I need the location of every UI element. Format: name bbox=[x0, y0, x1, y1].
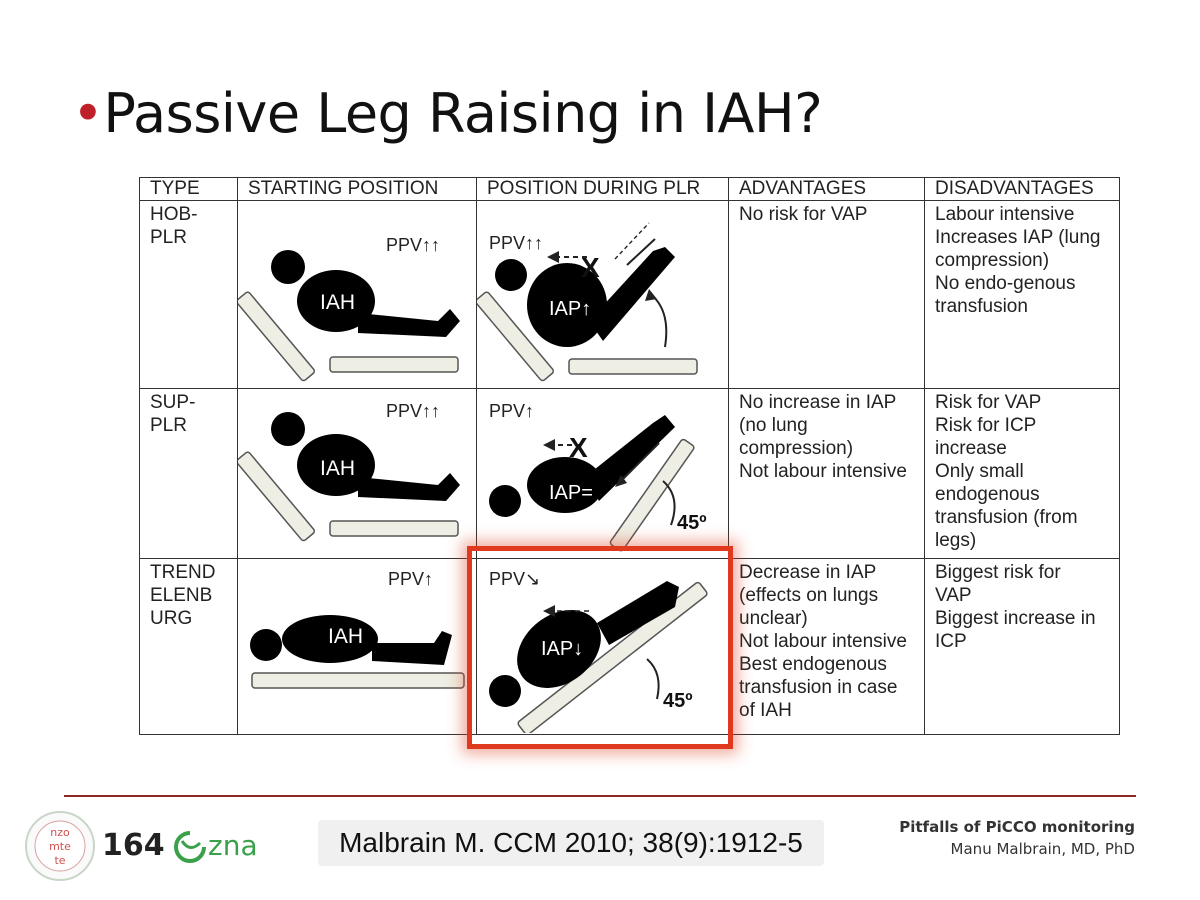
table-row bbox=[140, 389, 1120, 559]
starting-ppv: PPV↑↑ bbox=[386, 401, 441, 421]
starting-iah-label: IAH bbox=[320, 457, 356, 480]
angle-label: 45º bbox=[663, 690, 693, 712]
advantages-text: No increase in IAP (no lung compression) Not labour intensive bbox=[739, 392, 907, 482]
header-starting-position: STARTING POSITION bbox=[238, 178, 477, 201]
row-type: HOB- PLR bbox=[150, 204, 198, 248]
semi-recumbent-patient-figure bbox=[238, 389, 476, 557]
wsacs-seal-icon bbox=[22, 808, 98, 884]
disadvantages-cell bbox=[925, 559, 1120, 735]
semi-recumbent-patient-figure bbox=[238, 201, 476, 387]
angle-arc bbox=[647, 659, 659, 699]
row-type: TREND ELENB URG bbox=[150, 562, 216, 629]
svg-text:mte: mte bbox=[49, 840, 71, 853]
starting-position-figure bbox=[238, 389, 477, 559]
header-disadvantages: DISADVANTAGES bbox=[925, 178, 1120, 201]
starting-position-figure bbox=[238, 559, 477, 735]
talk-title: Pitfalls of PiCCO monitoring bbox=[899, 818, 1135, 836]
during-iap-label: IAP↑ bbox=[549, 298, 592, 320]
disadvantages-text: Risk for VAP Risk for ICP increase Only small endogenous transfusion (from legs) bbox=[935, 392, 1078, 551]
header-advantages: ADVANTAGES bbox=[729, 178, 925, 201]
table-row bbox=[140, 559, 1120, 735]
supine-patient-figure bbox=[238, 559, 476, 733]
disadvantages-text: Labour intensive Increases IAP (lung compression) No endo-genous transfusion bbox=[935, 204, 1101, 317]
plr-comparison-table bbox=[139, 177, 1120, 735]
disadvantages-text: Biggest risk for VAP Biggest increase in ICP bbox=[935, 562, 1096, 652]
starting-ppv: PPV↑↑ bbox=[386, 235, 441, 255]
during-ppv: PPV↑↑ bbox=[489, 233, 544, 253]
table-row bbox=[140, 201, 1120, 389]
footer-credits bbox=[899, 818, 1135, 858]
advantages-cell bbox=[729, 201, 925, 389]
svg-text:te: te bbox=[54, 854, 66, 867]
during-iap-label: IAP= bbox=[549, 482, 593, 504]
advantages-cell bbox=[729, 559, 925, 735]
starting-position-figure bbox=[238, 201, 477, 389]
row-type-cell bbox=[140, 389, 238, 559]
slide-title bbox=[72, 82, 822, 145]
during-iap-label: IAP↓ bbox=[541, 638, 584, 660]
row-type-cell bbox=[140, 559, 238, 735]
svg-text:nzo: nzo bbox=[50, 826, 70, 839]
citation-reference: Malbrain M. CCM 2010; 38(9):1912-5 bbox=[318, 820, 824, 866]
slide-number: 164 bbox=[102, 828, 165, 863]
footer-divider bbox=[64, 795, 1136, 797]
zna-logo bbox=[168, 823, 278, 874]
sup-plr-patient-figure bbox=[477, 389, 727, 557]
row-type: SUP- PLR bbox=[150, 392, 196, 436]
title-bullet: • bbox=[72, 82, 104, 145]
author-name: Manu Malbrain, MD, PhD bbox=[950, 840, 1135, 858]
dashed-leg-line bbox=[615, 223, 649, 259]
angle-label: 45º bbox=[677, 512, 707, 534]
during-ppv: PPV↑ bbox=[489, 401, 535, 421]
blocked-x-mark: X bbox=[581, 252, 600, 283]
header-position-during-plr: POSITION DURING PLR bbox=[477, 178, 729, 201]
during-ppv: PPV↘ bbox=[489, 569, 541, 589]
advantages-text: No risk for VAP bbox=[739, 204, 868, 225]
table-header-row bbox=[140, 178, 1120, 201]
starting-ppv: PPV↑ bbox=[388, 569, 434, 589]
during-plr-figure bbox=[477, 559, 729, 735]
zna-logo-icon bbox=[168, 823, 278, 869]
during-plr-figure bbox=[477, 389, 729, 559]
rotation-arc bbox=[649, 293, 666, 347]
disadvantages-cell bbox=[925, 389, 1120, 559]
wsacs-logo bbox=[22, 808, 98, 889]
starting-iah-label: IAH bbox=[328, 625, 364, 648]
row-type-cell bbox=[140, 201, 238, 389]
disadvantages-cell bbox=[925, 201, 1120, 389]
blocked-x-mark: X bbox=[569, 432, 588, 463]
advantages-text: Decrease in IAP (effects on lungs unclear) Not labour intensive Best endogenous transfusion in case of IAH bbox=[739, 562, 907, 721]
zna-brand-text: zna bbox=[208, 829, 258, 862]
starting-iah-label: IAH bbox=[320, 291, 356, 314]
header-type: TYPE bbox=[140, 178, 238, 201]
during-plr-figure bbox=[477, 201, 729, 389]
advantages-cell bbox=[729, 389, 925, 559]
trendelenburg-patient-figure bbox=[477, 559, 727, 733]
title-text: Passive Leg Raising in IAH? bbox=[103, 82, 823, 145]
hob-plr-patient-figure bbox=[477, 201, 727, 387]
